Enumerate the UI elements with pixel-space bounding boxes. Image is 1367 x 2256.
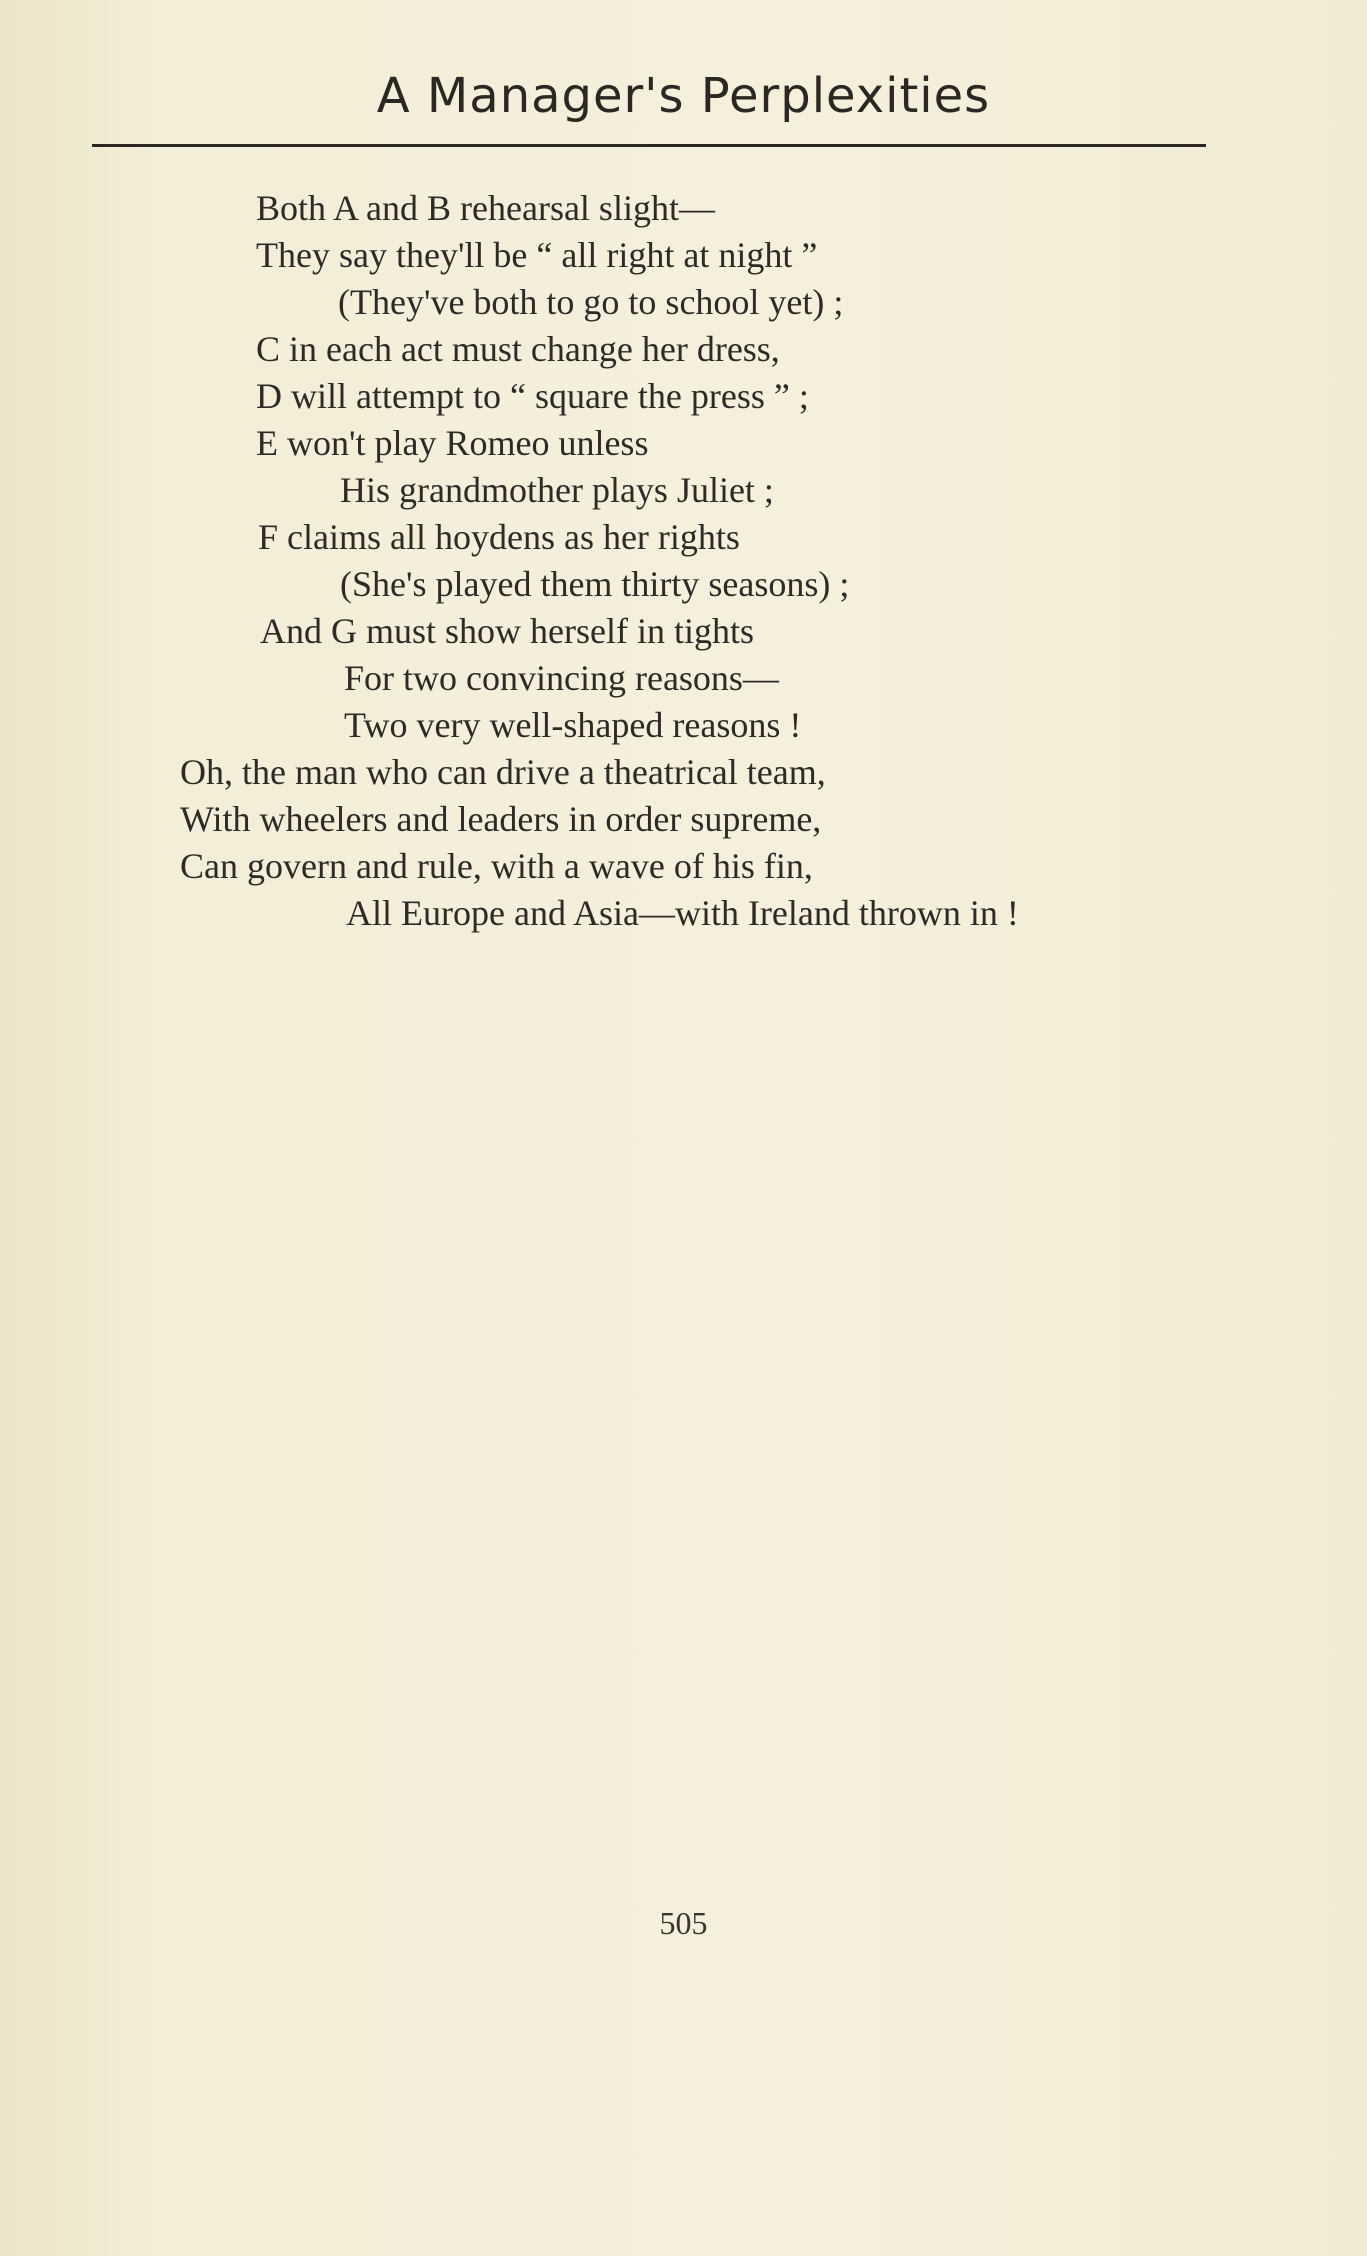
page-number: 505 bbox=[659, 1905, 708, 1941]
poem-line: C in each act must change her dress, bbox=[256, 329, 780, 369]
poem-line: And G must show herself in tights bbox=[260, 611, 754, 651]
poem-line: Can govern and rule, with a wave of his fin, bbox=[180, 846, 813, 886]
poem-line: (She's played them thirty seasons) ; bbox=[340, 564, 850, 604]
header-rule bbox=[92, 144, 1206, 147]
poem-line: D will attempt to “ square the press ” ; bbox=[256, 376, 809, 416]
poem-line: With wheelers and leaders in order supreme, bbox=[180, 799, 822, 839]
poem-line: E won't play Romeo unless bbox=[256, 423, 649, 463]
poem-line: F claims all hoydens as her rights bbox=[258, 517, 740, 557]
poem-line: They say they'll be “ all right at night ” bbox=[256, 235, 818, 275]
poem-line: All Europe and Asia—with Ireland thrown in ! bbox=[346, 893, 1019, 933]
running-head: A Manager's Perplexities bbox=[376, 68, 991, 124]
poem-line: Both A and B rehearsal slight— bbox=[256, 188, 715, 228]
poem-line: For two convincing reasons— bbox=[344, 658, 779, 698]
poem-line: Oh, the man who can drive a theatrical team, bbox=[180, 752, 826, 792]
poem-line: (They've both to go to school yet) ; bbox=[338, 282, 844, 322]
poem-line: Two very well-shaped reasons ! bbox=[344, 705, 802, 745]
poem-line: His grandmother plays Juliet ; bbox=[340, 470, 774, 510]
